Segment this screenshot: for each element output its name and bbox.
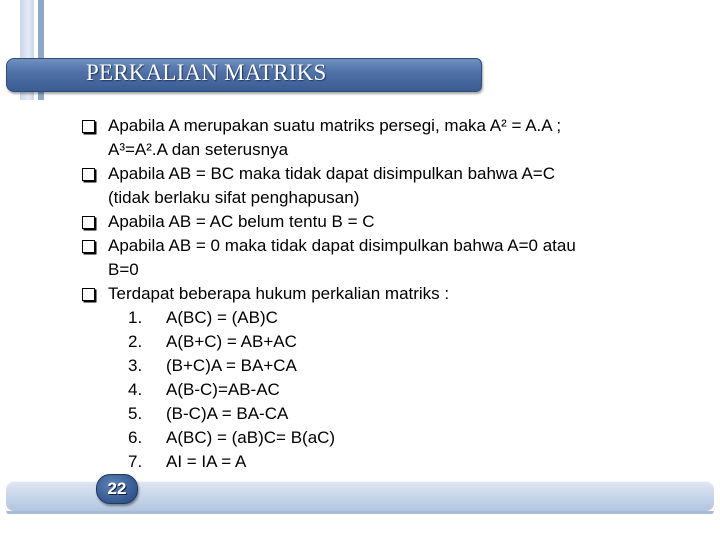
bullet-line: (tidak berlaku sifat penghapusan) <box>108 188 360 207</box>
law-text: AI = IA = A <box>166 452 247 471</box>
law-index: 3. <box>128 356 143 375</box>
checkbox-bullet-icon <box>82 216 95 229</box>
law-text: (B+C)A = BA+CA <box>166 356 297 375</box>
checkbox-bullet-icon <box>82 240 95 253</box>
bullet-line: Apabila AB = AC belum tentu B = C <box>108 212 375 231</box>
bullet-line: Apabila AB = 0 maka tidak dapat disimpulkan bahwa A=0 atau <box>108 236 576 255</box>
law-text: (B-C)A = BA-CA <box>166 404 289 423</box>
bullet-item <box>82 234 682 282</box>
bullet-line: A³=A².A dan seterusnya <box>108 140 289 159</box>
slide-content <box>82 114 682 474</box>
law-text: A(B+C) = AB+AC <box>166 332 297 351</box>
bullet-item <box>82 114 682 162</box>
bullet-item <box>82 210 682 234</box>
bullet-line: Terdapat beberapa hukum perkalian matriks : <box>108 284 450 303</box>
checkbox-bullet-icon <box>82 120 95 133</box>
bullet-line: B=0 <box>108 260 139 279</box>
law-index: 4. <box>128 380 143 399</box>
law-item <box>128 378 682 402</box>
law-index: 6. <box>128 428 143 447</box>
law-text: A(B-C)=AB-AC <box>166 380 280 399</box>
laws-list <box>82 306 682 474</box>
law-item <box>128 450 682 474</box>
page-number-badge: 22 <box>96 474 138 504</box>
law-item <box>128 330 682 354</box>
law-text: A(BC) = (aB)C= B(aC) <box>166 428 336 447</box>
law-index: 1. <box>128 308 143 327</box>
law-item <box>128 354 682 378</box>
bullet-item <box>82 162 682 210</box>
law-item <box>128 402 682 426</box>
law-index: 2. <box>128 332 143 351</box>
bullet-line: Apabila A merupakan suatu matriks persegi, maka A² = A.A ; <box>108 116 562 135</box>
bullet-item <box>82 282 682 306</box>
footer-bar-shadow <box>6 511 714 514</box>
checkbox-bullet-icon <box>82 288 95 301</box>
slide-title: PERKALIAN MATRIKS <box>86 60 327 85</box>
law-index: 7. <box>128 452 143 471</box>
law-index: 5. <box>128 404 143 423</box>
law-item <box>128 306 682 330</box>
law-item <box>128 426 682 450</box>
checkbox-bullet-icon <box>82 168 95 181</box>
law-text: A(BC) = (AB)C <box>166 308 278 327</box>
bullet-line: Apabila AB = BC maka tidak dapat disimpulkan bahwa A=C <box>108 164 555 183</box>
